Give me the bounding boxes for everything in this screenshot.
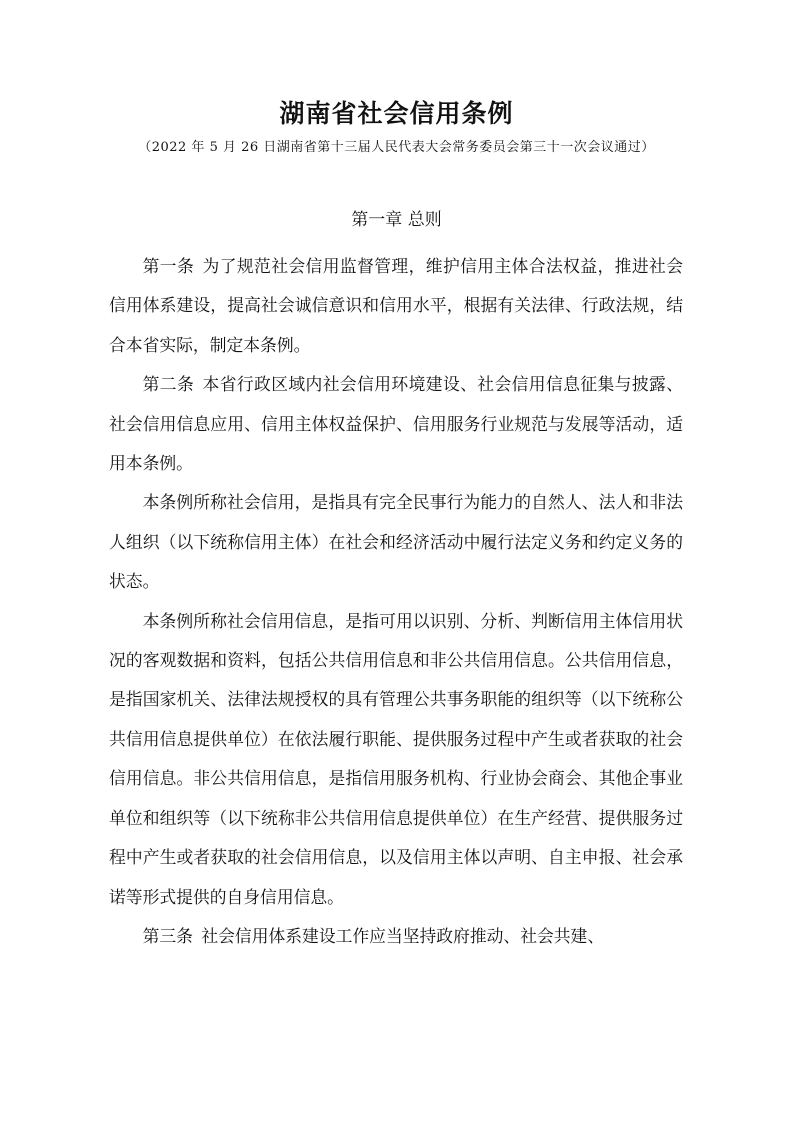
document-body — [109, 247, 683, 956]
article-2-paragraph — [109, 365, 683, 483]
paragraph-text: 本条例所称社会信用，是指具有完全民事行为能力的自然人、法人和非法人组织（以下统称信用主体）在社会和经济活动中履行法定义务和约定义务的状态。 — [109, 492, 683, 592]
article-number: 第一条 — [142, 256, 195, 276]
credit-info-definition-paragraph — [109, 602, 683, 917]
article-number: 第三条 — [142, 925, 193, 946]
paragraph-text: 社会信用体系建设工作应当坚持政府推动、社会共建、 — [201, 925, 605, 946]
paragraph-text: 本省行政区域内社会信用环境建设、社会信用信息征集与披露、社会信用信息应用、信用主体权益保护、信用服务行业规范与发展等活动，适用本条例。 — [109, 374, 683, 474]
document-title: 湖南省社会信用条例 — [279, 99, 514, 128]
document-subtitle: （2022 年 5 月 26 日湖南省第十三届人民代表大会常务委员会第三十一次会议通过） — [138, 140, 655, 155]
paragraph-text: 为了规范社会信用监督管理，维护信用主体合法权益，推进社会信用体系建设，提高社会诚信意识和信用水平，根据有关法律、行政法规，结合本省实际，制定本条例。 — [109, 256, 683, 355]
chapter-heading: 第一章 总则 — [351, 210, 442, 230]
credit-definition-paragraph — [109, 483, 683, 601]
article-number: 第二条 — [142, 374, 195, 395]
article-3-paragraph — [109, 917, 683, 956]
article-1-paragraph — [109, 247, 683, 365]
paragraph-text: 本条例所称社会信用信息，是指可用以识别、分析、判断信用主体信用状况的客观数据和资料，包括公共信用信息和非公共信用信息。公共信用信息，是指国家机关、法律法规授权的具有管理公共事务职能的组织等（以下统称公共信用信息提供单位）在依法履行职能、提供服务过程中产生或者获取的社会信用信息。非公共信用信息，是指信用服务机构、行业协会商会、其他企事业单位和组织等（以下统称非公共信用信息提供单位）在生产经营、提供服务过程中产生或者获取的社会信用信息，以及信用主体以声明、自主申报、社会承诺等形式提供的自身信用信息。 — [109, 610, 683, 907]
